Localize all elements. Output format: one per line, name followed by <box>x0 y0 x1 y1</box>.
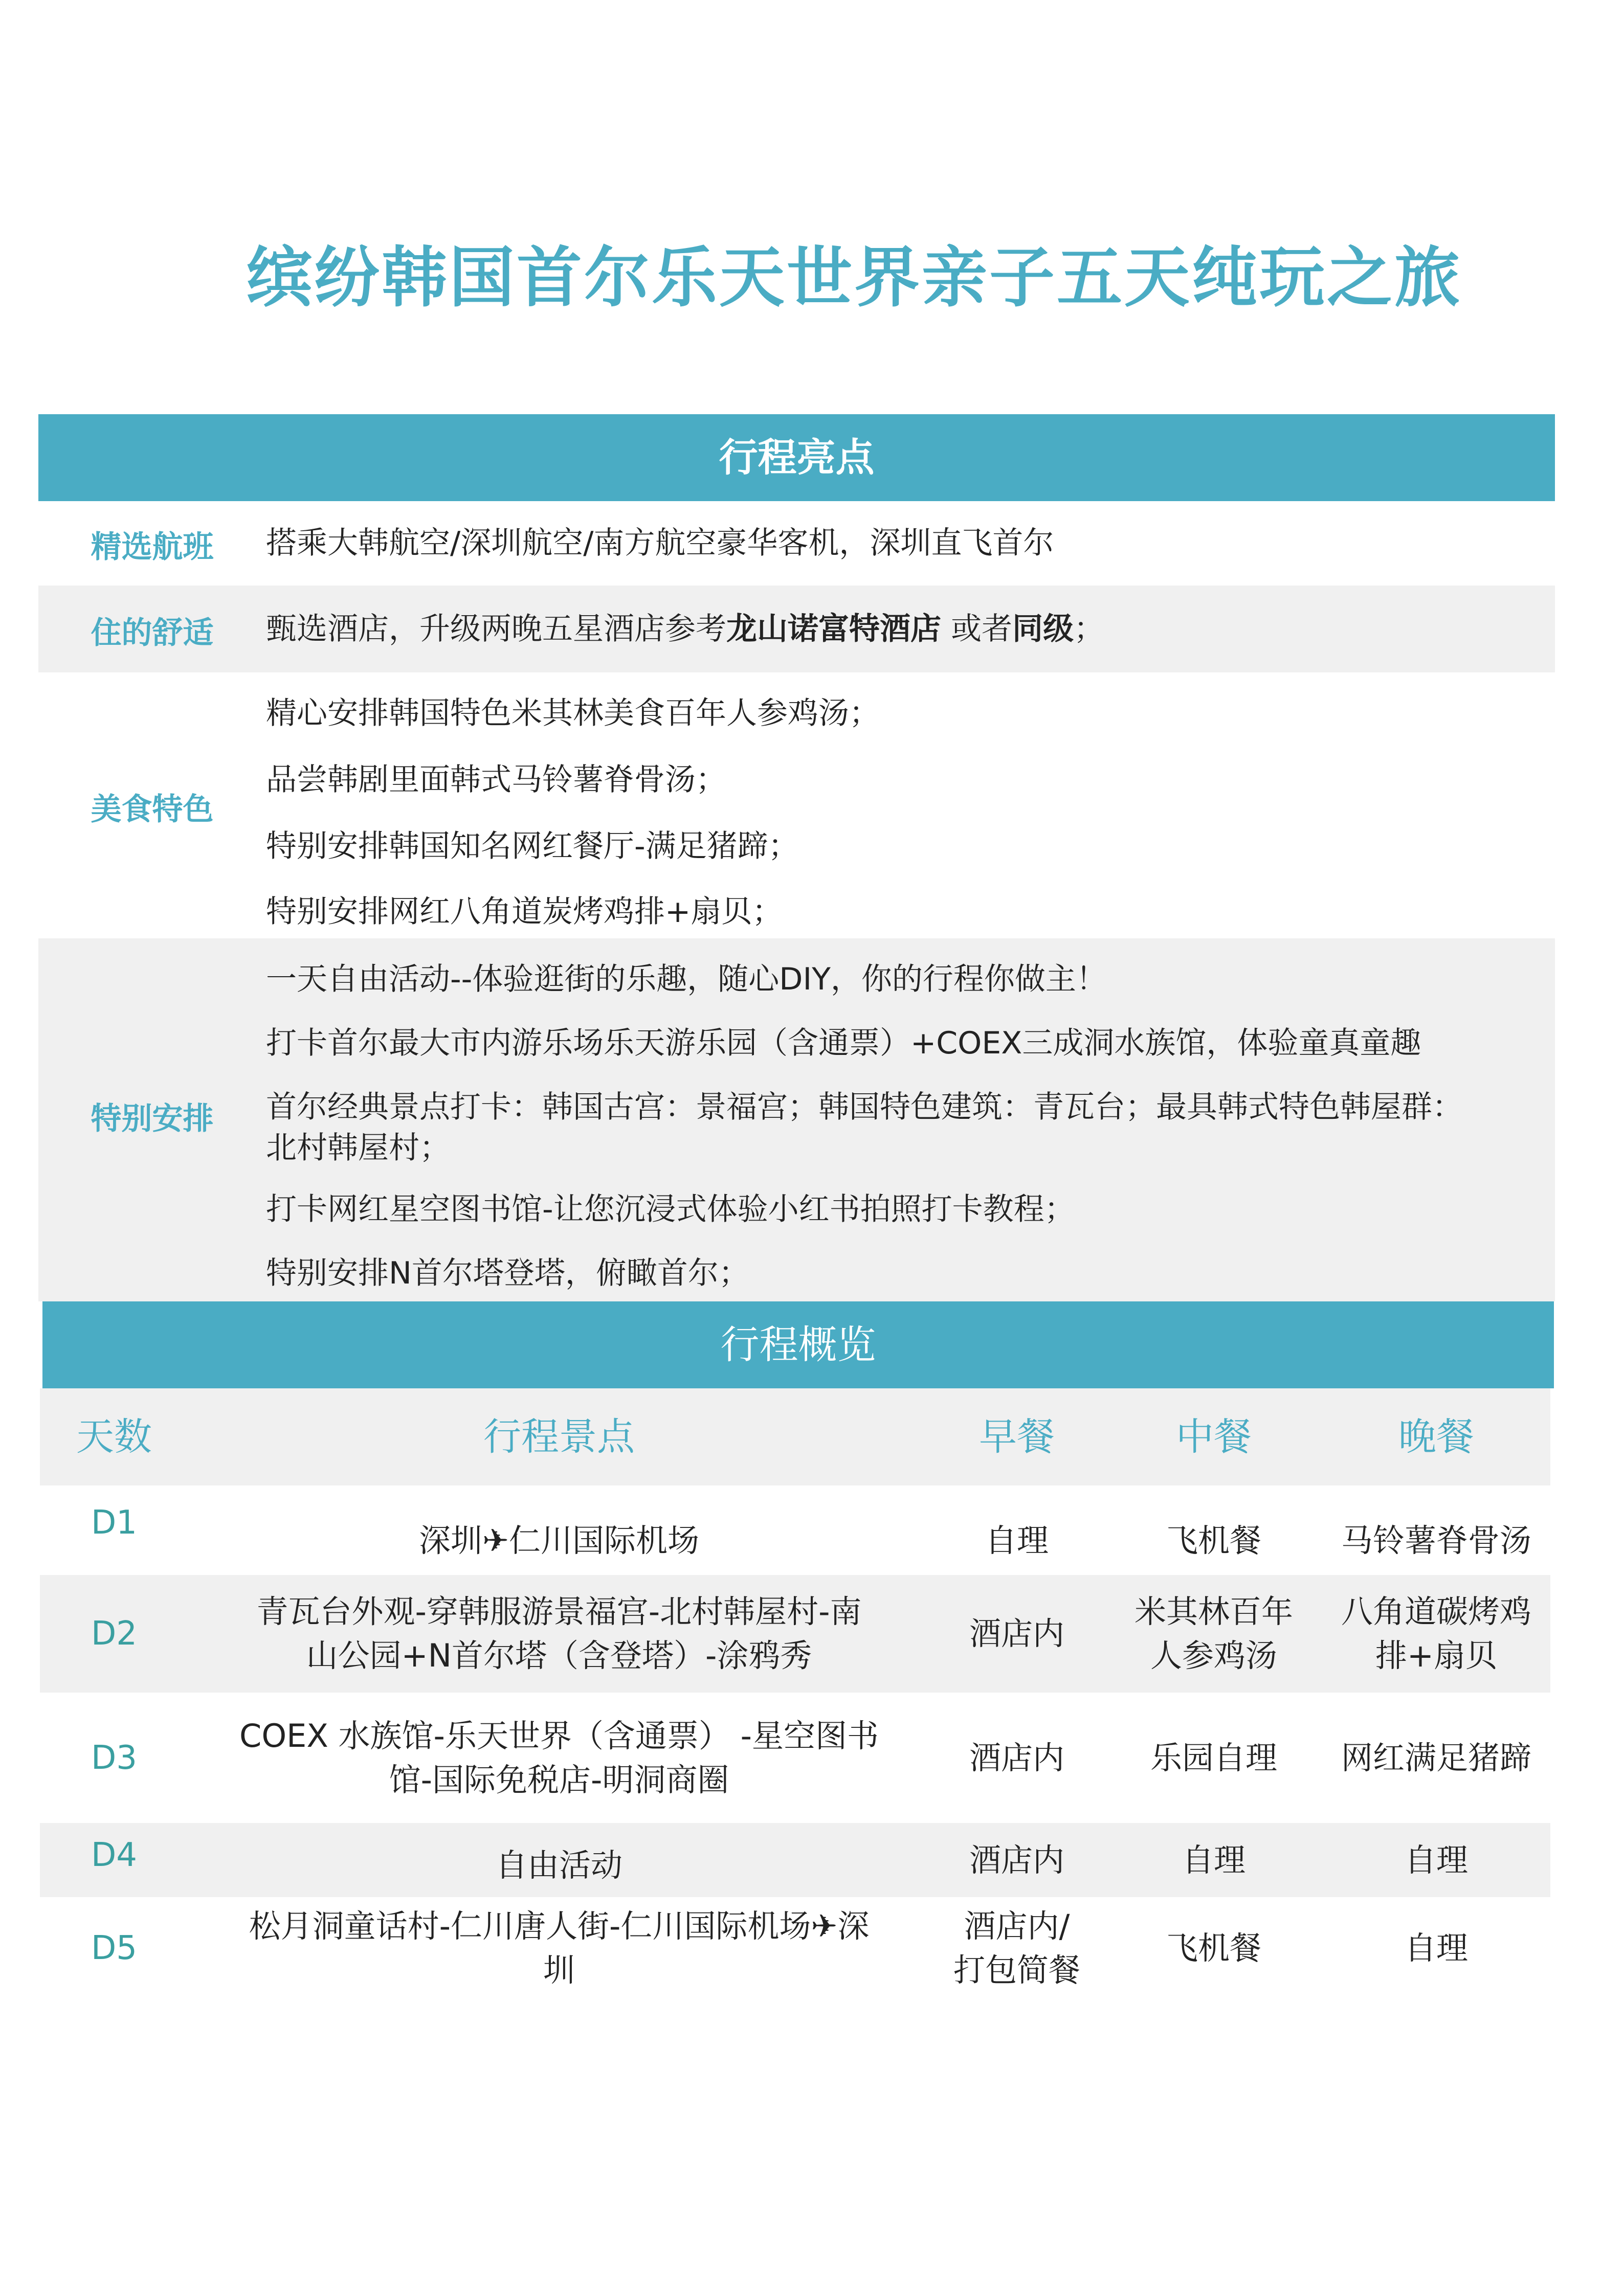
special-line: 首尔经典景点打卡：韩国古宫：景福宫；韩国特色建筑：青瓦台；最具韩式特色韩屋群： <box>266 1089 1463 1125</box>
highlights-header: 行程亮点 <box>38 414 1555 501</box>
itinerary-cell <box>188 1575 930 1693</box>
hotel-text <box>266 609 1545 649</box>
lunch-cell <box>1104 1575 1324 1693</box>
dinner-line: 八角道碳烤鸡 <box>1341 1593 1531 1630</box>
dinner-cell: 自理 <box>1404 1929 1468 1967</box>
col-breakfast: 早餐 <box>979 1415 1055 1459</box>
breakfast-cell: 酒店内 <box>969 1739 1064 1776</box>
food-label: 美食特色 <box>91 792 214 827</box>
table-row <box>40 1897 1550 1999</box>
highlight-row-flight <box>38 501 1555 586</box>
food-line: 特别安排网红八角道炭烤鸡排+扇贝； <box>266 894 783 930</box>
breakfast-cell: 酒店内 <box>969 1615 1064 1652</box>
lunch-line: 米其林百年 <box>1134 1593 1293 1630</box>
overview-header: 行程概览 <box>42 1301 1554 1388</box>
page-title: 缤纷韩国首尔乐天世界亲子五天纯玩之旅 <box>246 240 1462 316</box>
itinerary-cell <box>188 1897 930 1999</box>
itinerary-cell: 深圳✈仁川国际机场 <box>419 1521 699 1559</box>
itinerary-line: 馆-国际免税店-明洞商圈 <box>389 1761 729 1798</box>
itinerary-cell <box>188 1693 930 1823</box>
itinerary-line: 青瓦台外观-穿韩服游景福宫-北村韩屋村-南 <box>256 1593 862 1630</box>
itinerary-cell: 自由活动 <box>495 1846 622 1884</box>
dinner-cell: 自理 <box>1404 1841 1468 1879</box>
food-line: 品尝韩剧里面韩式马铃薯脊骨汤； <box>266 762 726 798</box>
dinner-line: 排+扇贝 <box>1375 1637 1497 1674</box>
lunch-cell: 飞机餐 <box>1166 1929 1261 1967</box>
table-row <box>40 1485 1550 1575</box>
special-line: 特别安排N首尔塔登塔，俯瞰首尔； <box>266 1255 749 1291</box>
flight-text: 搭乘大韩航空/深圳航空/南方航空豪华客机，深圳直飞首尔 <box>266 525 1054 561</box>
lunch-line: 人参鸡汤 <box>1150 1637 1277 1674</box>
special-line: 打卡首尔最大市内游乐场乐天游乐园（含通票）+COEX三成洞水族馆，体验童真童趣 <box>266 1025 1421 1061</box>
hotel-text-post: ； <box>1074 611 1105 647</box>
breakfast-cell: 酒店内 <box>969 1841 1064 1879</box>
hotel-same-level: 同级 <box>1012 611 1074 647</box>
day-cell: D4 <box>91 1836 137 1874</box>
special-line: 打卡网红星空图书馆-让您沉浸式体验小红书拍照打卡教程； <box>266 1191 1075 1227</box>
hotel-text-pre: 甄选酒店，升级两晚五星酒店参考 <box>266 611 726 647</box>
special-line: 北村韩屋村； <box>266 1130 450 1166</box>
itinerary-line: COEX 水族馆-乐天世界（含通票） -星空图书 <box>239 1717 879 1754</box>
special-line: 一天自由活动--体验逛街的乐趣，随心DIY，你的行程你做主！ <box>266 961 1107 997</box>
breakfast-line: 酒店内/ <box>964 1907 1070 1945</box>
highlight-row-special <box>38 938 1555 1301</box>
col-dinner: 晚餐 <box>1398 1415 1474 1459</box>
itinerary-line: 山公园+N首尔塔（含登塔）-涂鸦秀 <box>306 1637 812 1674</box>
breakfast-line: 打包简餐 <box>953 1951 1080 1989</box>
breakfast-cell <box>930 1897 1104 1999</box>
hotel-name: 龙山诺富特酒店 <box>726 611 941 647</box>
dinner-cell: 网红满足猪蹄 <box>1341 1739 1531 1776</box>
table-row <box>40 1575 1550 1693</box>
itinerary-line: 松月洞童话村-仁川唐人街-仁川国际机场✈深 <box>249 1907 870 1945</box>
dinner-cell <box>1324 1575 1549 1693</box>
col-itinerary: 行程景点 <box>483 1415 635 1459</box>
table-row <box>40 1823 1550 1897</box>
hotel-text-mid: 或者 <box>941 611 1013 647</box>
highlight-row-hotel <box>38 586 1555 672</box>
day-cell: D5 <box>91 1929 137 1967</box>
table-row <box>40 1693 1550 1823</box>
overview-table-header <box>40 1388 1550 1485</box>
food-line: 特别安排韩国知名网红餐厅-满足猪蹄； <box>266 828 799 864</box>
day-cell: D1 <box>91 1504 137 1542</box>
day-cell: D2 <box>91 1615 137 1653</box>
itinerary-line: 圳 <box>543 1951 575 1989</box>
day-cell: D3 <box>91 1739 137 1777</box>
lunch-cell: 自理 <box>1182 1841 1245 1879</box>
special-label: 特别安排 <box>91 1101 214 1137</box>
hotel-label: 住的舒适 <box>91 615 214 651</box>
lunch-cell: 飞机餐 <box>1166 1521 1261 1559</box>
dinner-cell: 马铃薯脊骨汤 <box>1341 1521 1531 1559</box>
breakfast-cell: 自理 <box>985 1521 1049 1559</box>
flight-label: 精选航班 <box>91 529 214 565</box>
highlight-row-food <box>38 672 1555 938</box>
col-lunch: 中餐 <box>1176 1415 1252 1459</box>
col-day: 天数 <box>76 1415 152 1459</box>
lunch-cell: 乐园自理 <box>1150 1739 1277 1776</box>
food-line: 精心安排韩国特色米其林美食百年人参鸡汤； <box>266 695 880 731</box>
